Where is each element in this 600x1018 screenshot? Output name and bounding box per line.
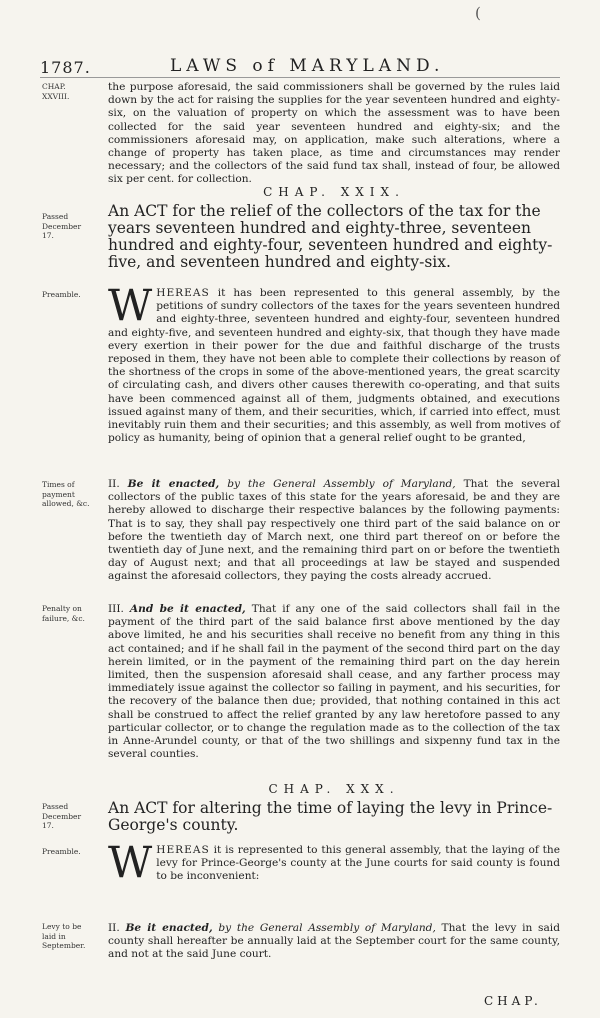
running-title: LAWS of MARYLAND. — [170, 56, 445, 76]
sidenote-passed-30: Passed December 17. — [42, 802, 82, 830]
sidenote-passed-29: Passed December 17. — [42, 212, 82, 240]
chap-29-title: An ACT for the relief of the collectors of the tax for the years seventeen hundred and eighty-three, seventeen hundred and eighty-four, seventeen hundred and eighty-five, and seventeen hundred and eighty-six. — [108, 202, 553, 271]
section-text: That the several collectors of the public taxes of this state for the years aforesaid, be and they are hereby allowed to discharge their respective balances by the following payments: That is to say, they shall pay respectively one third part of the said balance on or before the twentieth day of March next, one third part thereof on or before the twentieth day of June next, and the remaining third part on or before the twentieth day of August next; and that all proceedings at law be stayed and suspended against the aforesaid collectors, they paying the costs already accrued. — [108, 478, 560, 583]
chap-30-preamble — [108, 838, 560, 888]
corner-mark: ( — [475, 4, 481, 22]
chap-30-heading: CHAP. XXX. — [268, 782, 400, 796]
section-number: II. — [108, 478, 120, 490]
drop-cap: W — [108, 838, 153, 888]
chap-30-title: An ACT for altering the time of laying the levy in Prince-George's county. — [108, 799, 553, 834]
preamble-lead: HEREAS — [156, 844, 210, 856]
chap-28-continuation: the purpose aforesaid, the said commissioners shall be governed by the rules laid down by the act for raising the supplies for the year seventeen hundred and eighty-six, on the valuation of property on which the assessment was to have been collected for the said year seventeen hundred and eighty-six; and the commissioners aforesaid may, on application, make such alterations, where a change of property has taken place, as time and circumstances may render necessary; and the collectors of the said fund tax shall, instead of four, be allowed six per cent. for collection. — [108, 81, 560, 186]
catchword: CHAP. — [484, 994, 542, 1008]
drop-cap: W — [108, 281, 153, 331]
preamble-text: it is represented to this general assembly, that the laying of the levy for Prince-George's county at the June courts for said county is found to be inconvenient: — [156, 844, 560, 883]
section-text: That the levy in said county shall hereafter be annually laid at the September court for the same county, and not at the said June court. — [108, 922, 560, 961]
preamble-text: it has been represented to this general assembly, by the petitions of sundry collectors of the taxes for the years seventeen hundred and eighty-three, seventeen hundred and eighty-four, seventeen hundred and eighty-five, and seventeen hundred and eighty-six, that though they have made every exertion in their power for the due and faithful discharge of the trusts reposed in them, they have not been able to complete their collections by reason of the shortness of the crops in some of the above-mentioned years, the great scarcity of circulating cash, and divers other causes therewith co-operating, and that suits have been commenced against all of them, judgments obtained, and executions issued against many of them, and their securities, which, if carried into effect, must inevitably ruin them and their securities; and this assembly, as well from motives of policy as humanity, being of opinion that a general relief ought to be granted, — [108, 287, 560, 445]
sidenote-preamble-30: Preamble. — [42, 847, 81, 856]
preamble-lead: HEREAS — [156, 287, 210, 299]
sidenote-times-payment: Times of payment allowed, &c. — [42, 480, 90, 508]
header-rule — [40, 77, 560, 78]
chap-30-section-2 — [108, 922, 560, 962]
chap-29-section-2 — [108, 478, 560, 584]
chap-29-section-3 — [108, 603, 560, 761]
sidenote-levy-september: Levy to be laid in September. — [42, 922, 86, 950]
enacting-authority: by the General Assembly of Maryland, — [227, 478, 456, 490]
section-number: III. — [108, 603, 124, 615]
enacting-phrase: Be it enacted, — [127, 478, 220, 490]
chap-29-heading: CHAP. XXIX. — [263, 185, 405, 199]
section-number: II. — [108, 922, 120, 934]
section-text: That if any one of the said collectors shall fail in the payment of the third part of the said balance first above mentioned by the day above limited, he and his securities shall receive no benefit from any thing in this act contained; and if he shall fail in the payment of the second third part on the day herein limited, or in the payment of the remaining third part on the day herein limited, then the suspension aforesaid shall cease, and any farther process may immediately issue against the collector so failing in payment, and his securities, for the recovery of the balance then due; provided, that nothing contained in this act shall be construed to affect the relief granted by any law heretofore passed to any particular collector, or to change the regulation made as to the collection of the tax in Anne-Arundel county, or that of the two shillings and sixpenny fund tax in the several counties. — [108, 603, 561, 761]
chap-29-preamble — [108, 281, 560, 445]
sidenote-preamble-29: Preamble. — [42, 290, 81, 299]
enacting-phrase: And be it enacted, — [129, 603, 246, 615]
sidenote-chap-28: CHAP. XXVIII. — [42, 82, 70, 101]
page-year: 1787. — [40, 58, 91, 77]
enacting-authority: by the General Assembly of Maryland, — [218, 922, 436, 934]
sidenote-penalty: Penalty on failure, &c. — [42, 604, 85, 623]
enacting-phrase: Be it enacted, — [125, 922, 213, 934]
